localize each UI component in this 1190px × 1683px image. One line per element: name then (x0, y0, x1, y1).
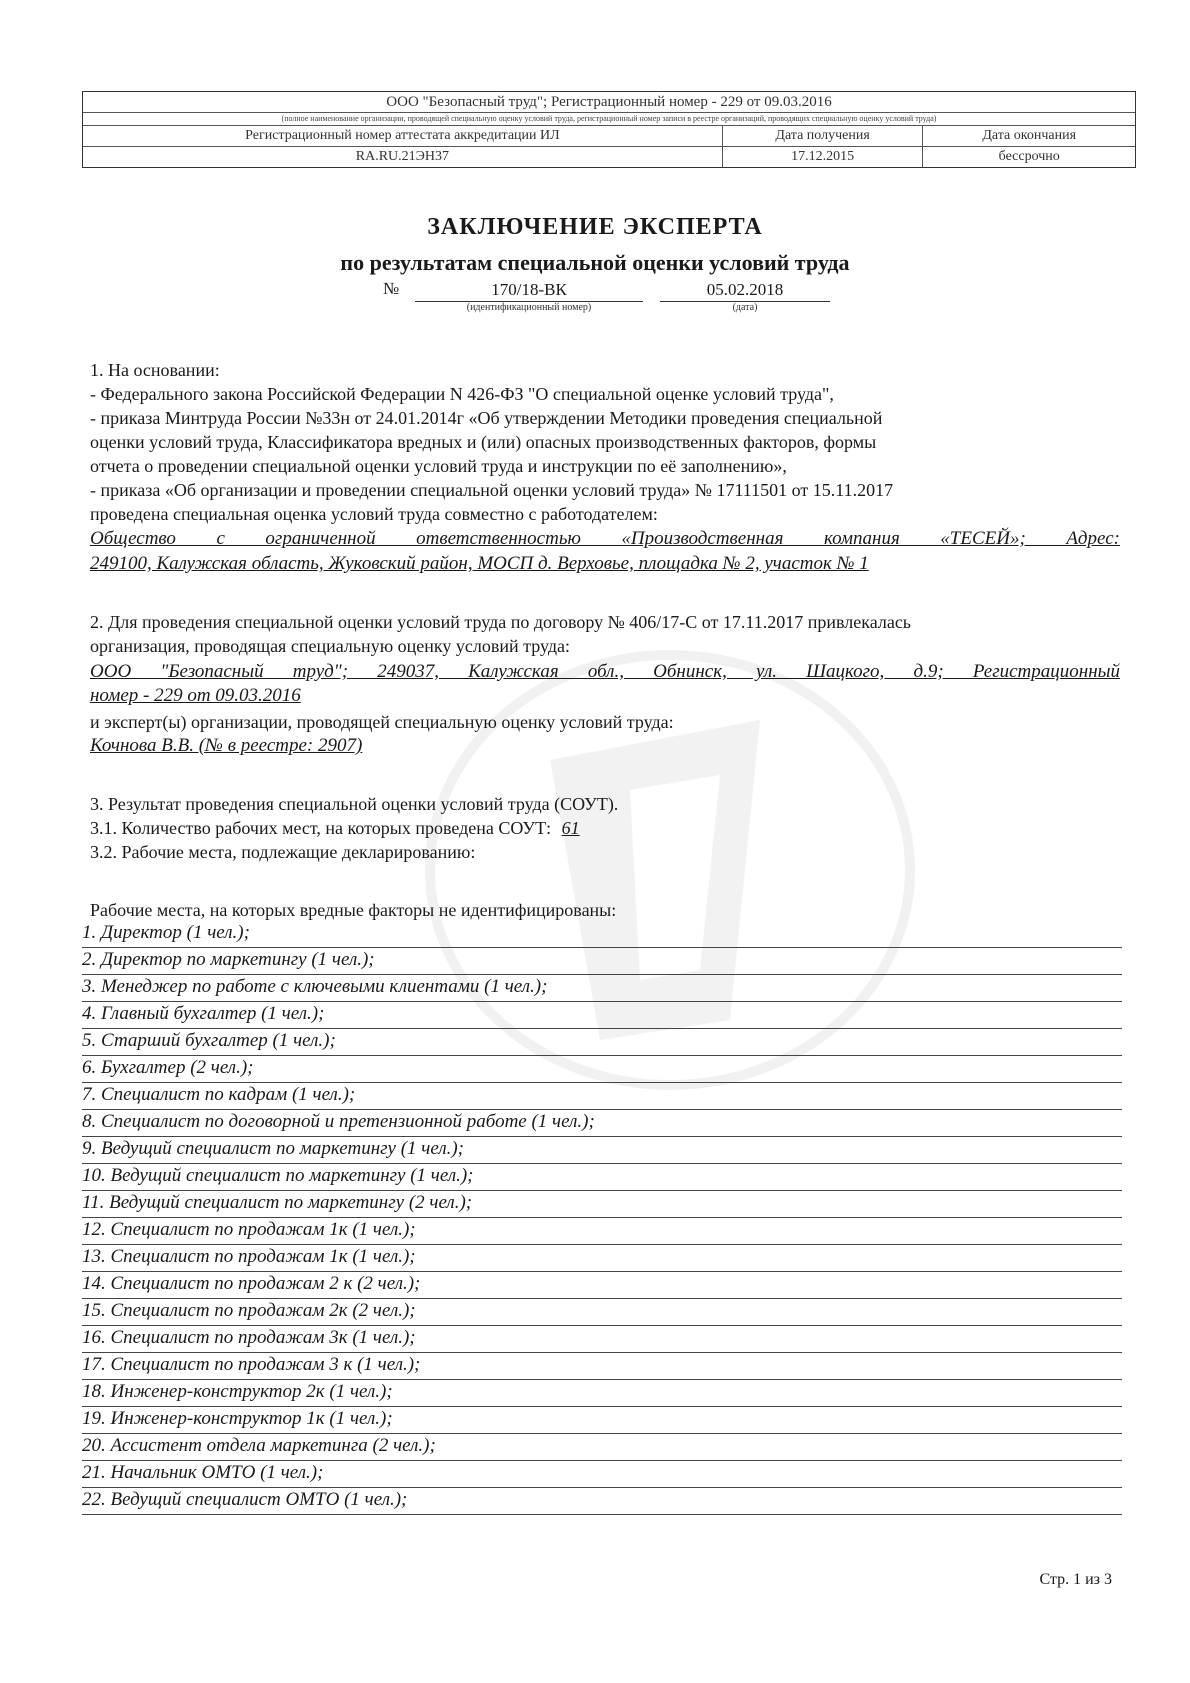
list-item: 3. Менеджер по работе с ключевыми клиентами (1 чел.); (82, 974, 1122, 1002)
header-col1-label: Регистрационный номер аттестата аккредитации ИЛ (83, 126, 723, 146)
section1-line1: - Федерального закона Российской Федерации N 426-ФЗ "О специальной оценке условий труда", (90, 384, 834, 404)
document-subtitle: по результатам специальной оценки условий труда (340, 250, 850, 275)
list-item: 21. Начальник ОМТО (1 чел.); (82, 1460, 1122, 1488)
list-item: 15. Специалист по продажам 2к (2 чел.); (82, 1298, 1122, 1326)
header-values-row (83, 147, 1135, 167)
workplaces-count-value: 61 (561, 818, 580, 838)
employer-line1: Общество с ограниченной ответственностью «Производственная компания «ТЕСЕЙ»; Адрес: (90, 528, 1120, 549)
workplaces-count-row (90, 816, 594, 840)
expert-name: Кочнова В.В. (№ в реестре: 2907) (90, 735, 363, 756)
list-item: 9. Ведущий специалист по маркетингу (1 чел.); (82, 1136, 1122, 1164)
section1-line6: проведена специальная оценка условий труда совместно с работодателем: (90, 504, 658, 524)
header-col3-value: бессрочно (998, 149, 1060, 164)
list-item: 16. Специалист по продажам 3к (1 чел.); (82, 1325, 1122, 1353)
section2-line2: организация, проводящая специальную оценку условий труда: (90, 636, 570, 656)
list-item: 8. Специалист по договорной и претензионной работе (1 чел.); (82, 1109, 1122, 1137)
header-org-caption: (полное наименование организации, проводящей специальную оценку условий труда, регистрационный номер записи в реестре организаций, проводящих специальную оценку условий труда) (281, 114, 937, 123)
header-col3-label: Дата окончания (982, 128, 1077, 143)
workplaces-count-label: 3.1. Количество рабочих мест, на которых проведена СОУТ: (90, 818, 552, 838)
list-item: 1. Директор (1 чел.); (82, 920, 1122, 948)
list-item: 4. Главный бухгалтер (1 чел.); (82, 1001, 1122, 1029)
employer-line2: 249100, Калужская область, Жуковский район, МОСП д. Верховье, площадка № 2, участок № 1 (90, 553, 869, 574)
workplaces-list-heading: Рабочие места, на которых вредные факторы не идентифицированы: (90, 900, 617, 920)
section1-heading: 1. На основании: (90, 360, 220, 380)
list-item: 5. Старший бухгалтер (1 чел.); (82, 1028, 1122, 1056)
document-number: 170/18-ВК (415, 279, 643, 302)
list-item: 2. Директор по маркетингу (1 чел.); (82, 947, 1122, 975)
list-item: 10. Ведущий специалист по маркетингу (1 чел.); (82, 1163, 1122, 1191)
section1-line3: оценки условий труда, Классификатора вредных и (или) опасных производственных факторов, формы (90, 432, 877, 452)
list-item: 12. Специалист по продажам 1к (1 чел.); (82, 1217, 1122, 1245)
list-item: 22. Ведущий специалист ОМТО (1 чел.); (82, 1487, 1122, 1515)
number-sign: № (383, 279, 400, 298)
sout-org-line1: ООО "Безопасный труд"; 249037, Калужская обл., Обнинск, ул. Шацкого, д.9; Регистрационный (90, 661, 1120, 682)
list-item: 17. Специалист по продажам 3 к (1 чел.); (82, 1352, 1122, 1380)
section2-line1: 2. Для проведения специальной оценки условий труда по договору № 406/17-С от 17.11.2017 привлекалась (90, 612, 912, 632)
list-item: 13. Специалист по продажам 1к (1 чел.); (82, 1244, 1122, 1272)
list-item: 11. Ведущий специалист по маркетингу (2 чел.); (82, 1190, 1122, 1218)
list-item: 18. Инженер-конструктор 2к (1 чел.); (82, 1379, 1122, 1407)
header-labels-row (83, 126, 1135, 147)
section2-line3: и эксперт(ы) организации, проводящей специальную оценку условий труда: (90, 712, 674, 732)
section3-heading: 3. Результат проведения специальной оценки условий труда (СОУТ). (90, 794, 619, 814)
header-col2-value: 17.12.2015 (723, 147, 924, 167)
list-item: 20. Ассистент отдела маркетинга (2 чел.); (82, 1433, 1122, 1461)
list-item: 6. Бухгалтер (2 чел.); (82, 1055, 1122, 1083)
page-number: Стр. 1 из 3 (1039, 1571, 1112, 1588)
header-caption-row (83, 113, 1135, 126)
header-org-row (83, 92, 1135, 113)
header-col1-value: RA.RU.21ЭН37 (83, 147, 723, 167)
list-item: 14. Специалист по продажам 2 к (2 чел.); (82, 1271, 1122, 1299)
section1-line2: - приказа Минтруда России №33н от 24.01.2014г «Об утверждении Методики проведения специальной (90, 408, 883, 428)
section1-line5: - приказа «Об организации и проведении специальной оценки условий труда» № 17111501 от 15.11.2017 (90, 480, 894, 500)
header-org-line: ООО "Безопасный труд"; Регистрационный номер - 229 от 09.03.2016 (386, 94, 832, 110)
section1-line4: отчета о проведении специальной оценки условий труда и инструкции по её заполнению», (90, 456, 787, 476)
number-caption: (идентификационный номер) (466, 302, 592, 313)
declare-label: 3.2. Рабочие места, подлежащие декларированию: (90, 842, 476, 862)
header-col2-label: Дата получения (723, 126, 924, 146)
document-date: 05.02.2018 (660, 279, 830, 302)
sout-org-line2: номер - 229 от 09.03.2016 (90, 685, 301, 706)
document-title: ЗАКЛЮЧЕНИЕ ЭКСПЕРТА (427, 214, 763, 240)
date-caption: (дата) (732, 302, 758, 313)
list-item: 19. Инженер-конструктор 1к (1 чел.); (82, 1406, 1122, 1434)
list-item: 7. Специалист по кадрам (1 чел.); (82, 1082, 1122, 1110)
header-table (82, 91, 1136, 168)
